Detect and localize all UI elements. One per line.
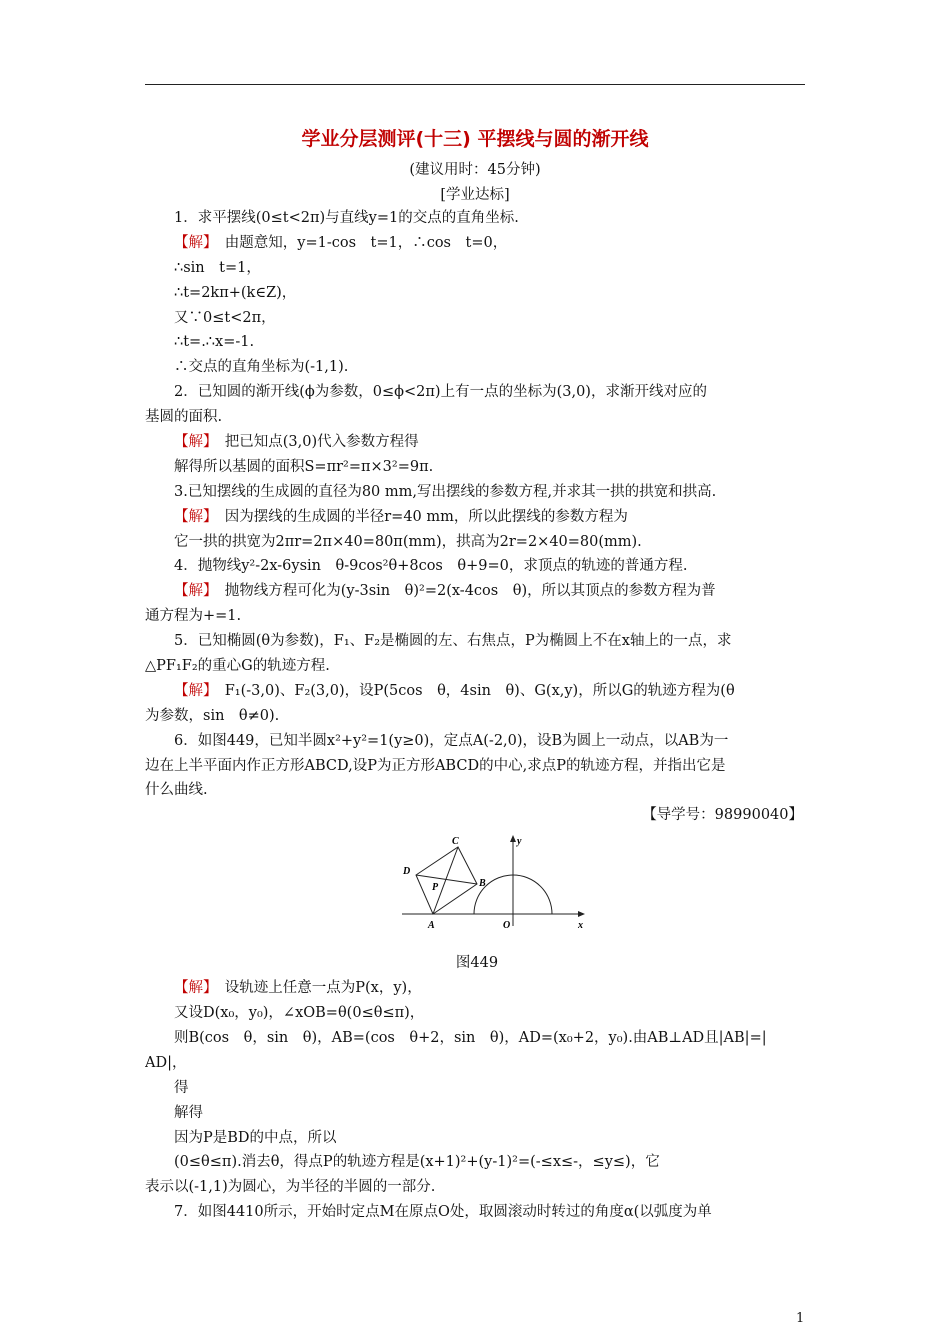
text-line: [145, 554, 809, 579]
solution-marker: 【解】: [174, 980, 211, 997]
figure-449: [145, 828, 809, 951]
line-text: 把已知点(3,0)代入参数方程得: [210, 434, 419, 451]
solution-marker: 【解】: [174, 434, 211, 451]
line-text: 又设D(x₀，y₀)，∠xOB=θ(0≤θ≤π)，: [174, 1005, 425, 1022]
text-line: [145, 231, 809, 256]
line-text: F₁(-3,0)、F₂(3,0)，设P(5cos θ，4sin θ)、G(x,y)，所以G的轨迹方程为(θ: [210, 682, 735, 699]
text-line: [145, 281, 809, 306]
document-body: [145, 206, 809, 1225]
text-line: [145, 654, 809, 679]
line-text: 解得: [174, 1104, 203, 1121]
line-text: 5．已知椭圆(θ为参数)，F₁、F₂是椭圆的左、右焦点，P为椭圆上不在x轴上的一点，求: [174, 633, 732, 650]
problem-block-1-6: [145, 206, 809, 803]
line-text: ∴t=2kπ+(k∈Z)，: [174, 284, 297, 301]
line-text: 3.已知摆线的生成圆的直径为80 mm,写出摆线的参数方程,并求其一拱的拱宽和拱高.: [174, 483, 717, 500]
label-x: x: [578, 920, 583, 932]
text-line: [145, 629, 809, 654]
text-line: [145, 1076, 809, 1101]
text-line: [145, 778, 809, 803]
text-line: [145, 604, 809, 629]
line-text: 通方程为+=1.: [145, 608, 242, 625]
text-line: [145, 256, 809, 281]
section-label: [学业达标]: [440, 187, 510, 203]
solution-marker: 【解】: [174, 234, 211, 251]
line-text: 得: [174, 1079, 189, 1096]
label-b: B: [479, 878, 486, 890]
page-number: 1: [796, 1311, 805, 1326]
text-line: [145, 754, 809, 779]
geometry-figure: [400, 834, 600, 934]
figure-caption: 图449: [455, 955, 499, 972]
solution-block-6-7: [145, 976, 809, 1225]
line-text: △PF₁F₂的重心G的轨迹方程.: [145, 658, 330, 675]
text-line: [145, 1150, 809, 1175]
label-y: y: [517, 836, 522, 848]
label-p: P: [432, 882, 439, 894]
text-line: [145, 679, 809, 704]
text-line: [145, 579, 809, 604]
header-rule: [145, 84, 805, 85]
line-text: 4．抛物线y²-2x-6ysin θ-9cos²θ+8cos θ+9=0，求顶点的轨迹的普通方程.: [174, 558, 688, 575]
line-text: 7．如图4410所示，开始时定点M在原点O处，取圆滚动时转过的角度α(以弧度为单: [174, 1204, 712, 1221]
square-abcd: [416, 847, 477, 914]
text-line: [145, 430, 809, 455]
text-line: [145, 1026, 809, 1051]
line-text: 解得所以基圆的面积S=πr²=π×3²=9π.: [174, 458, 434, 475]
line-text: 抛物线方程可化为(y-3sin θ)²=2(x-4cos θ)，所以其顶点的参数方程为普: [210, 583, 716, 600]
text-line: [145, 1101, 809, 1126]
time-note: (建议用时：45分钟): [409, 162, 541, 178]
label-d: D: [403, 866, 411, 878]
text-line: [145, 1200, 809, 1225]
solution-marker: 【解】: [174, 583, 211, 600]
line-text: 2．已知圆的渐开线(ϕ为参数，0≤ϕ<2π)上有一点的坐标为(3,0)，求渐开线对应的: [174, 384, 707, 401]
line-text: AD|，: [145, 1054, 187, 1071]
text-line: [145, 505, 809, 530]
line-text: ∴交点的直角坐标为(-1,1).: [174, 359, 349, 376]
line-text: 什么曲线.: [145, 782, 208, 799]
label-a: A: [428, 920, 435, 932]
text-line: [145, 1001, 809, 1026]
line-text: 它一拱的拱宽为2πr=2π×40=80π(mm)，拱高为2r=2×40=80(mm).: [174, 533, 642, 550]
solution-marker: 【解】: [174, 508, 211, 525]
line-text: 又∵0≤t<2π，: [174, 309, 276, 326]
text-line: [145, 530, 809, 555]
guide-number: 【导学号：98990040】: [642, 807, 803, 824]
text-line: [145, 1051, 809, 1076]
text-line: [145, 306, 809, 331]
line-text: 1．求平摆线(0≤t<2π)与直线y=1的交点的直角坐标.: [174, 210, 519, 226]
line-text: 表示以(-1,1)为圆心，为半径的半圆的一部分.: [145, 1179, 436, 1196]
page-title: 学业分层测评(十三) 平摆线与圆的渐开线: [301, 128, 649, 150]
line-text: 由题意知，y=1-cos t=1，∴cos t=0，: [210, 234, 508, 251]
line-text: 因为P是BD的中点，所以: [174, 1129, 337, 1146]
line-text: 基圆的面积.: [145, 409, 223, 426]
text-line: [145, 206, 809, 231]
line-text: (0≤θ≤π).消去θ，得点P的轨迹方程是(x+1)²+(y-1)²=(-≤x≤-，≤y≤)，它: [174, 1154, 660, 1171]
text-line: [145, 405, 809, 430]
line-text: 则B(cos θ，sin θ)，AB=(cos θ+2，sin θ)，AD=(x₀+2，y₀).由AB⊥AD且|AB|=|: [174, 1029, 767, 1046]
text-line: [145, 330, 809, 355]
line-text: 6．如图449，已知半圆x²+y²=1(y≥0)，定点A(-2,0)，设B为圆上一动点，以AB为一: [174, 732, 729, 749]
y-axis-arrow: [510, 835, 516, 842]
line-text: 为参数，sin θ≠0).: [145, 707, 280, 724]
line-text: ∴sin t=1，: [174, 259, 261, 276]
label-o: O: [503, 920, 511, 932]
line-text: 设轨迹上任意一点为P(x，y)，: [210, 980, 422, 997]
x-axis-arrow: [578, 911, 585, 917]
text-line: [145, 976, 809, 1001]
solution-marker: 【解】: [174, 682, 211, 699]
text-line: [145, 704, 809, 729]
text-line: [145, 480, 809, 505]
line-text: 因为摆线的生成圆的半径r=40 mm，所以此摆线的参数方程为: [210, 508, 628, 525]
text-line: [145, 355, 809, 380]
text-line: [145, 455, 809, 480]
text-line: [145, 380, 809, 405]
line-text: 边在上半平面内作正方形ABCD,设P为正方形ABCD的中心,求点P的轨迹方程，并指出它是: [145, 757, 726, 774]
diagonal-bd: [416, 875, 477, 884]
text-line: [145, 729, 809, 754]
text-line: [145, 1175, 809, 1200]
text-line: [145, 1126, 809, 1151]
label-c: C: [452, 836, 459, 848]
line-text: ∴t=.∴x=-1.: [174, 334, 255, 351]
